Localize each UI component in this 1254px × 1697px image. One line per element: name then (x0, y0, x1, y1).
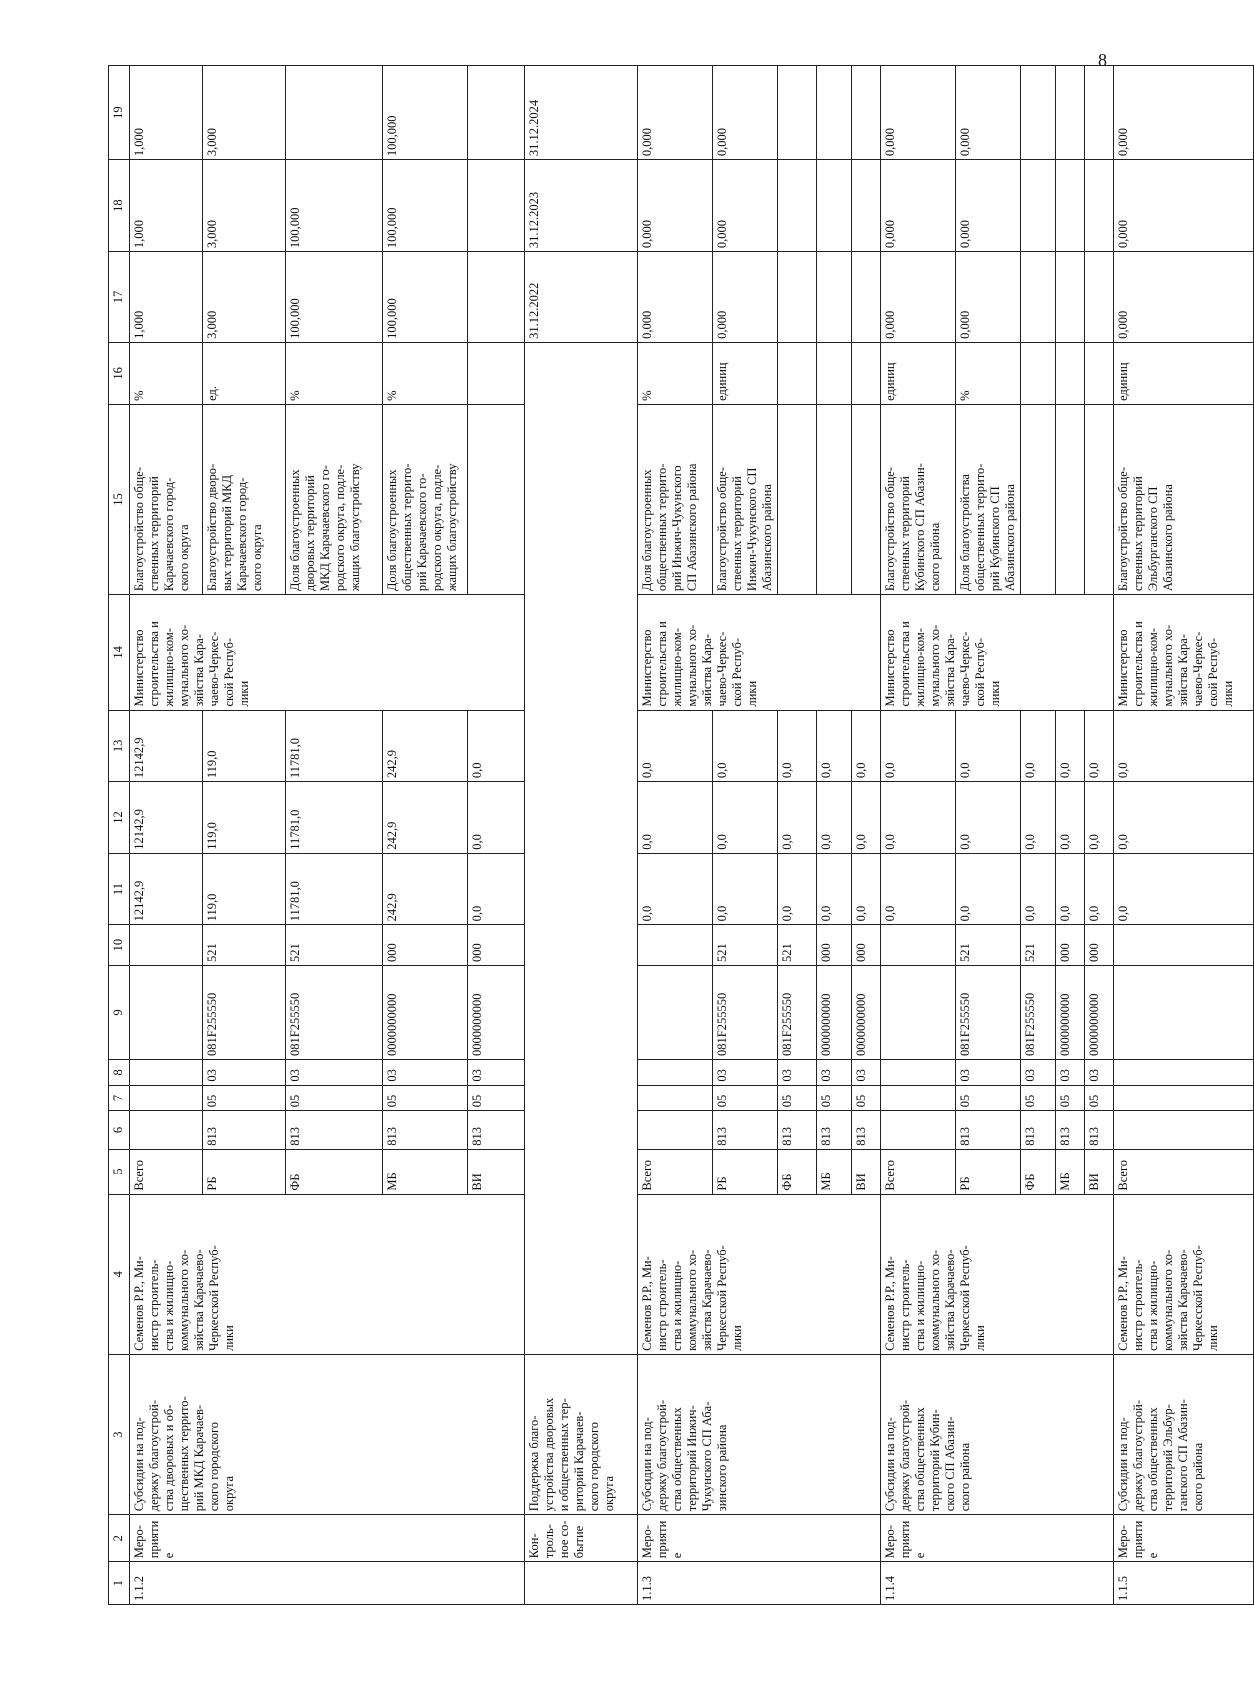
budget-code-c8: 03 (852, 1059, 881, 1085)
budget-code-c13: 0,0 (638, 710, 713, 782)
budget-code-c10: 000 (1056, 925, 1085, 966)
budget-code-c6: 813 (1085, 1111, 1114, 1149)
indicator-value-2022: 0,000 (956, 252, 1021, 343)
budget-code-c9 (1114, 965, 1254, 1059)
budget-code-c12: 0,0 (1056, 782, 1085, 854)
control-event-name: Поддержка благо- устройства дворовых и общественных тер- риторий Карачаев- ского городского округа (525, 1354, 638, 1514)
responsible-person: Семенов Р.Р., Ми- нистр строитель- ства и жилищно- коммунального хо- зяйства Карачаево- Черкесской Респуб- лики (130, 1194, 525, 1354)
budget-code-c11: 0,0 (1085, 853, 1114, 925)
indicator-value-2023: 1,000 (130, 160, 203, 252)
budget-code-c9 (881, 965, 956, 1059)
rotated-table-wrapper (108, 65, 1235, 1605)
indicator-value-2024: 100,000 (383, 66, 468, 160)
budget-code-c7: 05 (817, 1085, 852, 1111)
budget-code-c13: 11781,0 (286, 710, 383, 782)
indicator-value-2024 (286, 66, 383, 160)
budget-code-c11: 0,0 (817, 853, 852, 925)
budget-code-c6: 813 (817, 1111, 852, 1149)
indicator-name: Доля благоустройства общественных террито- рий Кубинского СП Абазинского района (956, 404, 1021, 594)
budget-code-c9: 081F255550 (713, 965, 778, 1059)
activity-type: Меро- приятие (130, 1515, 525, 1562)
budget-code-c12: 0,0 (956, 782, 1021, 854)
indicator-value-2022 (778, 252, 817, 343)
budget-code-c7: 05 (468, 1085, 525, 1111)
budget-code-c13: 12142,9 (130, 710, 203, 782)
column-number-header: 9 (109, 965, 130, 1059)
column-number-header: 2 (109, 1515, 130, 1562)
budget-code-c12: 242,9 (383, 782, 468, 854)
budget-code-c7 (638, 1085, 713, 1111)
control-date-2024: 31.12.2024 (525, 66, 638, 160)
budget-code-c7 (1114, 1085, 1254, 1111)
indicator-name (852, 404, 881, 594)
activity-name: Субсидии на под- держку благоустрой- ства дворовых и об- щественных террито- рий МКД Карачаев- ского городского округа (130, 1354, 525, 1514)
activity-number: 1.1.3 (638, 1562, 881, 1605)
budget-code-c7: 05 (852, 1085, 881, 1111)
budget-code-c6: 813 (203, 1111, 286, 1149)
indicator-value-2024 (817, 66, 852, 160)
indicator-unit: % (286, 342, 383, 404)
budget-code-c11: 119,0 (203, 853, 286, 925)
budget-code-c13: 119,0 (203, 710, 286, 782)
budget-code-c9: 0000000000 (1085, 965, 1114, 1059)
control-date-2023: 31.12.2023 (525, 160, 638, 252)
column-number-header: 17 (109, 252, 130, 343)
table-row (1114, 66, 1254, 1605)
indicator-value-2024 (468, 66, 525, 160)
budget-code-c9: 0000000000 (1056, 965, 1085, 1059)
indicator-value-2023: 3,000 (203, 160, 286, 252)
indicator-unit: % (130, 342, 203, 404)
budget-code-c9: 081F255550 (286, 965, 383, 1059)
budget-code-c7: 05 (713, 1085, 778, 1111)
budget-code-c9: 0000000000 (383, 965, 468, 1059)
budget-code-c10: 521 (286, 925, 383, 966)
indicator-value-2023 (852, 160, 881, 252)
budget-code-c12: 0,0 (1114, 782, 1254, 854)
budget-code-c7: 05 (203, 1085, 286, 1111)
responsible-person: Семенов Р.Р., Ми- нистр строитель- ства и жилищно- коммунального хо- зяйства Карачаево- Черкесской Респуб- лики (1114, 1194, 1254, 1354)
budget-code-c8 (130, 1059, 203, 1085)
table-row-control-event (525, 66, 638, 1605)
indicator-unit (852, 342, 881, 404)
indicator-value-2023: 0,000 (638, 160, 713, 252)
indicator-value-2024 (1085, 66, 1114, 160)
budget-code-c11: 0,0 (638, 853, 713, 925)
budget-code-c10 (881, 925, 956, 966)
column-number-row (109, 66, 130, 1605)
budget-code-c8 (1114, 1059, 1254, 1085)
activity-number: 1.1.2 (130, 1562, 525, 1605)
budget-code-c12: 0,0 (852, 782, 881, 854)
column-number-header: 19 (109, 66, 130, 160)
budget-code-c10 (130, 925, 203, 966)
column-number-header: 15 (109, 404, 130, 594)
indicator-unit (817, 342, 852, 404)
budget-code-c6: 813 (286, 1111, 383, 1149)
budget-code-c9: 0000000000 (852, 965, 881, 1059)
funding-source: ФБ (286, 1149, 383, 1194)
funding-source: ВИ (852, 1149, 881, 1194)
column-number-header: 16 (109, 342, 130, 404)
indicator-value-2023 (1021, 160, 1056, 252)
budget-code-c10: 521 (778, 925, 817, 966)
indicator-value-2022: 0,000 (713, 252, 778, 343)
funding-source: Всего (881, 1149, 956, 1194)
funding-source: Всего (638, 1149, 713, 1194)
budget-code-c8: 03 (956, 1059, 1021, 1085)
indicator-value-2024: 0,000 (713, 66, 778, 160)
funding-source: МБ (1056, 1149, 1085, 1194)
budget-code-c13: 0,0 (468, 710, 525, 782)
budget-code-c8 (881, 1059, 956, 1085)
indicator-value-2023 (1056, 160, 1085, 252)
indicator-value-2022: 100,000 (383, 252, 468, 343)
budget-code-c11: 0,0 (1056, 853, 1085, 925)
budget-code-c8: 03 (203, 1059, 286, 1085)
budget-code-c13: 0,0 (956, 710, 1021, 782)
funding-source: РБ (713, 1149, 778, 1194)
indicator-unit: % (638, 342, 713, 404)
program-table (108, 65, 1254, 1605)
indicator-value-2023 (778, 160, 817, 252)
funding-source: ФБ (1021, 1149, 1056, 1194)
budget-code-c13: 0,0 (713, 710, 778, 782)
indicator-value-2024: 0,000 (1114, 66, 1254, 160)
budget-code-c13: 0,0 (1085, 710, 1114, 782)
activity-number: 1.1.4 (881, 1562, 1114, 1605)
indicator-value-2023: 0,000 (1114, 160, 1254, 252)
column-number-header: 14 (109, 595, 130, 710)
budget-code-c11: 0,0 (852, 853, 881, 925)
budget-code-c13: 0,0 (778, 710, 817, 782)
responsible-person: Семенов Р.Р., Ми- нистр строитель- ства и жилищно- коммунального хо- зяйства Карачаево- Черкесской Респуб- лики (881, 1194, 1114, 1354)
indicator-value-2024 (778, 66, 817, 160)
budget-code-c12: 0,0 (1085, 782, 1114, 854)
responsible-person: Семенов Р.Р., Ми- нистр строитель- ства и жилищно- коммунального хо- зяйства Карачаево- Черкесской Респуб- лики (638, 1194, 881, 1354)
indicator-value-2022: 0,000 (1114, 252, 1254, 343)
budget-code-c10: 000 (1085, 925, 1114, 966)
budget-code-c10: 521 (956, 925, 1021, 966)
column-number-header: 5 (109, 1149, 130, 1194)
budget-code-c8: 03 (286, 1059, 383, 1085)
activity-type: Меро- приятие (638, 1515, 881, 1562)
funding-source: МБ (383, 1149, 468, 1194)
indicator-name: Доля благоустроенных дворовых территорий МКД Карачаевского го- родского округа, подле- жащих благоустройству (286, 404, 383, 594)
budget-code-c11: 0,0 (468, 853, 525, 925)
indicator-name (468, 404, 525, 594)
budget-code-c6: 813 (956, 1111, 1021, 1149)
column-number-header: 7 (109, 1085, 130, 1111)
budget-code-c13: 0,0 (881, 710, 956, 782)
budget-code-c11: 0,0 (713, 853, 778, 925)
budget-code-c8: 03 (468, 1059, 525, 1085)
budget-code-c11: 0,0 (778, 853, 817, 925)
indicator-value-2022 (852, 252, 881, 343)
indicator-unit (1085, 342, 1114, 404)
budget-code-c11: 242,9 (383, 853, 468, 925)
table-row (130, 66, 203, 1605)
budget-code-c10: 000 (817, 925, 852, 966)
budget-code-c12: 119,0 (203, 782, 286, 854)
empty-cell (525, 1562, 638, 1605)
budget-code-c12: 12142,9 (130, 782, 203, 854)
column-number-header: 11 (109, 853, 130, 925)
indicator-value-2022 (1085, 252, 1114, 343)
budget-code-c12: 0,0 (817, 782, 852, 854)
column-number-header: 6 (109, 1111, 130, 1149)
budget-code-c6: 813 (383, 1111, 468, 1149)
column-number-header: 12 (109, 782, 130, 854)
indicator-value-2022 (817, 252, 852, 343)
indicator-name: Благоустройство обще- ственных территорий Карачаевского город- ского округа (130, 404, 203, 594)
indicator-value-2022 (468, 252, 525, 343)
budget-code-c7: 05 (1021, 1085, 1056, 1111)
budget-code-c7: 05 (286, 1085, 383, 1111)
indicator-unit: единиц (1114, 342, 1254, 404)
indicator-unit: % (956, 342, 1021, 404)
column-number-header: 8 (109, 1059, 130, 1085)
budget-code-c13: 0,0 (1114, 710, 1254, 782)
budget-code-c12: 0,0 (638, 782, 713, 854)
column-number-header: 13 (109, 710, 130, 782)
indicator-name: Благоустройство дворо- вых территорий МКД Карачаевского город- ского округа (203, 404, 286, 594)
funding-source: ВИ (468, 1149, 525, 1194)
budget-code-c10: 000 (383, 925, 468, 966)
budget-code-c8: 03 (778, 1059, 817, 1085)
executor: Министерство строительства и жилищно-ком- мунального хо- зяйства Кара- чаево-Черкес- ской Респуб- лики (130, 595, 525, 710)
indicator-value-2022: 1,000 (130, 252, 203, 343)
indicator-name (1021, 404, 1056, 594)
budget-code-c6 (1114, 1111, 1254, 1149)
funding-source: Всего (130, 1149, 203, 1194)
column-number-header: 1 (109, 1562, 130, 1605)
indicator-value-2022: 0,000 (638, 252, 713, 343)
empty-cell (525, 342, 638, 1354)
budget-code-c7: 05 (778, 1085, 817, 1111)
budget-code-c8: 03 (817, 1059, 852, 1085)
indicator-value-2023: 0,000 (713, 160, 778, 252)
control-date-2022: 31.12.2022 (525, 252, 638, 343)
funding-source: РБ (956, 1149, 1021, 1194)
activity-number: 1.1.5 (1114, 1562, 1254, 1605)
indicator-value-2024 (1021, 66, 1056, 160)
budget-code-c12: 0,0 (713, 782, 778, 854)
budget-code-c6 (638, 1111, 713, 1149)
indicator-value-2024: 0,000 (956, 66, 1021, 160)
indicator-unit: ед. (203, 342, 286, 404)
budget-code-c8: 03 (383, 1059, 468, 1085)
budget-code-c8: 03 (1056, 1059, 1085, 1085)
budget-code-c6 (881, 1111, 956, 1149)
budget-code-c10 (638, 925, 713, 966)
budget-code-c10: 521 (713, 925, 778, 966)
budget-code-c9: 0000000000 (468, 965, 525, 1059)
indicator-name: Благоустройство обще- ственных территорий Инжич-Чукунского СП Абазинского района (713, 404, 778, 594)
budget-code-c6: 813 (468, 1111, 525, 1149)
budget-code-c12: 0,0 (468, 782, 525, 854)
activity-name: Субсидии на под- держку благоустрой- ства общественных территорий Инжич- Чукунского СП Аба- зинского района (638, 1354, 881, 1514)
indicator-value-2023: 100,000 (383, 160, 468, 252)
indicator-value-2024: 0,000 (881, 66, 956, 160)
funding-source: МБ (817, 1149, 852, 1194)
budget-code-c8 (638, 1059, 713, 1085)
activity-type: Меро- приятие (1114, 1515, 1254, 1562)
budget-code-c7 (881, 1085, 956, 1111)
indicator-value-2022: 3,000 (203, 252, 286, 343)
indicator-unit (1021, 342, 1056, 404)
indicator-value-2023: 100,000 (286, 160, 383, 252)
indicator-value-2023 (1085, 160, 1114, 252)
budget-code-c12: 0,0 (1021, 782, 1056, 854)
indicator-value-2024: 1,000 (130, 66, 203, 160)
indicator-name (778, 404, 817, 594)
budget-code-c9 (638, 965, 713, 1059)
page-number: 8 (1098, 50, 1107, 70)
column-number-header: 18 (109, 160, 130, 252)
funding-source: ВИ (1085, 1149, 1114, 1194)
budget-code-c8: 03 (1085, 1059, 1114, 1085)
indicator-unit (1056, 342, 1085, 404)
budget-code-c10: 521 (1021, 925, 1056, 966)
indicator-name (817, 404, 852, 594)
indicator-value-2024: 0,000 (638, 66, 713, 160)
budget-code-c12: 0,0 (778, 782, 817, 854)
indicator-unit (778, 342, 817, 404)
executor: Министерство строительства и жилищно-ком- мунального хо- зяйства Кара- чаево-Черкес- ской Респуб- лики (1114, 595, 1254, 710)
activity-type: Меро- приятие (881, 1515, 1114, 1562)
table-body (109, 66, 1254, 1605)
budget-code-c6 (130, 1111, 203, 1149)
budget-code-c7: 05 (383, 1085, 468, 1111)
activity-name: Субсидии на под- держку благоустрой- ства общественных территорий Эльбур- ганского СП Абазин- ского района (1114, 1354, 1254, 1514)
column-number-header: 3 (109, 1354, 130, 1514)
budget-code-c12: 11781,0 (286, 782, 383, 854)
budget-code-c11: 0,0 (881, 853, 956, 925)
budget-code-c13: 242,9 (383, 710, 468, 782)
budget-code-c10: 000 (852, 925, 881, 966)
budget-code-c8: 03 (713, 1059, 778, 1085)
indicator-unit (468, 342, 525, 404)
budget-code-c13: 0,0 (1021, 710, 1056, 782)
budget-code-c13: 0,0 (1056, 710, 1085, 782)
indicator-value-2022: 100,000 (286, 252, 383, 343)
indicator-value-2022 (1021, 252, 1056, 343)
budget-code-c6: 813 (1056, 1111, 1085, 1149)
budget-code-c10 (1114, 925, 1254, 966)
indicator-name (1085, 404, 1114, 594)
indicator-name (1056, 404, 1085, 594)
indicator-value-2022: 0,000 (881, 252, 956, 343)
table-row (881, 66, 956, 1605)
budget-code-c9: 081F255550 (778, 965, 817, 1059)
budget-code-c6: 813 (1021, 1111, 1056, 1149)
control-event-type: Кон- троль- ное со- бытие (525, 1515, 638, 1562)
budget-code-c6: 813 (713, 1111, 778, 1149)
indicator-unit: единиц (881, 342, 956, 404)
indicator-value-2024 (1056, 66, 1085, 160)
budget-code-c11: 0,0 (956, 853, 1021, 925)
column-number-header: 10 (109, 925, 130, 966)
indicator-value-2022 (1056, 252, 1085, 343)
budget-code-c7 (130, 1085, 203, 1111)
indicator-unit: % (383, 342, 468, 404)
budget-code-c7: 05 (956, 1085, 1021, 1111)
indicator-name: Благоустройство обще- ственных территорий Кубинского СП Абазин- ского района (881, 404, 956, 594)
budget-code-c12: 0,0 (881, 782, 956, 854)
budget-code-c11: 11781,0 (286, 853, 383, 925)
funding-source: ФБ (778, 1149, 817, 1194)
executor: Министерство строительства и жилищно-ком- мунального хо- зяйства Кара- чаево-Черкес- ской Респуб- лики (881, 595, 1114, 710)
budget-code-c9: 081F255550 (956, 965, 1021, 1059)
budget-code-c13: 0,0 (817, 710, 852, 782)
indicator-value-2023: 0,000 (956, 160, 1021, 252)
indicator-value-2023: 0,000 (881, 160, 956, 252)
budget-code-c9 (130, 965, 203, 1059)
budget-code-c9: 0000000000 (817, 965, 852, 1059)
indicator-value-2023 (468, 160, 525, 252)
funding-source: РБ (203, 1149, 286, 1194)
budget-code-c8: 03 (1021, 1059, 1056, 1085)
budget-code-c7: 05 (1085, 1085, 1114, 1111)
budget-code-c11: 0,0 (1021, 853, 1056, 925)
table-row (638, 66, 713, 1605)
budget-code-c10: 000 (468, 925, 525, 966)
column-number-header: 4 (109, 1194, 130, 1354)
indicator-name: Благоустройство обще- ственных территорий Эльбурганского СП Абазинского района (1114, 404, 1254, 594)
budget-code-c6: 813 (852, 1111, 881, 1149)
indicator-unit: единиц (713, 342, 778, 404)
budget-code-c7: 05 (1056, 1085, 1085, 1111)
budget-code-c11: 12142,9 (130, 853, 203, 925)
budget-code-c6: 813 (778, 1111, 817, 1149)
indicator-value-2024 (852, 66, 881, 160)
indicator-name: Доля благоустроенных общественных террито- рий Инжич-Чукунского СП Абазинского района (638, 404, 713, 594)
budget-code-c13: 0,0 (852, 710, 881, 782)
indicator-name: Доля благоустроенных общественных террито- рий Карачаевского го- родского округа, подле- жащих благоустройству (383, 404, 468, 594)
funding-source: Всего (1114, 1149, 1254, 1194)
budget-code-c9: 081F255550 (1021, 965, 1056, 1059)
indicator-value-2024: 3,000 (203, 66, 286, 160)
budget-code-c10: 521 (203, 925, 286, 966)
budget-code-c11: 0,0 (1114, 853, 1254, 925)
executor: Министерство строительства и жилищно-ком- мунального хо- зяйства Кара- чаево-Черкес- ской Респуб- лики (638, 595, 881, 710)
activity-name: Субсидии на под- держку благоустрой- ства общественных территорий Кубин- ского СП Абазин- ского района (881, 1354, 1114, 1514)
indicator-value-2023 (817, 160, 852, 252)
budget-code-c9: 081F255550 (203, 965, 286, 1059)
